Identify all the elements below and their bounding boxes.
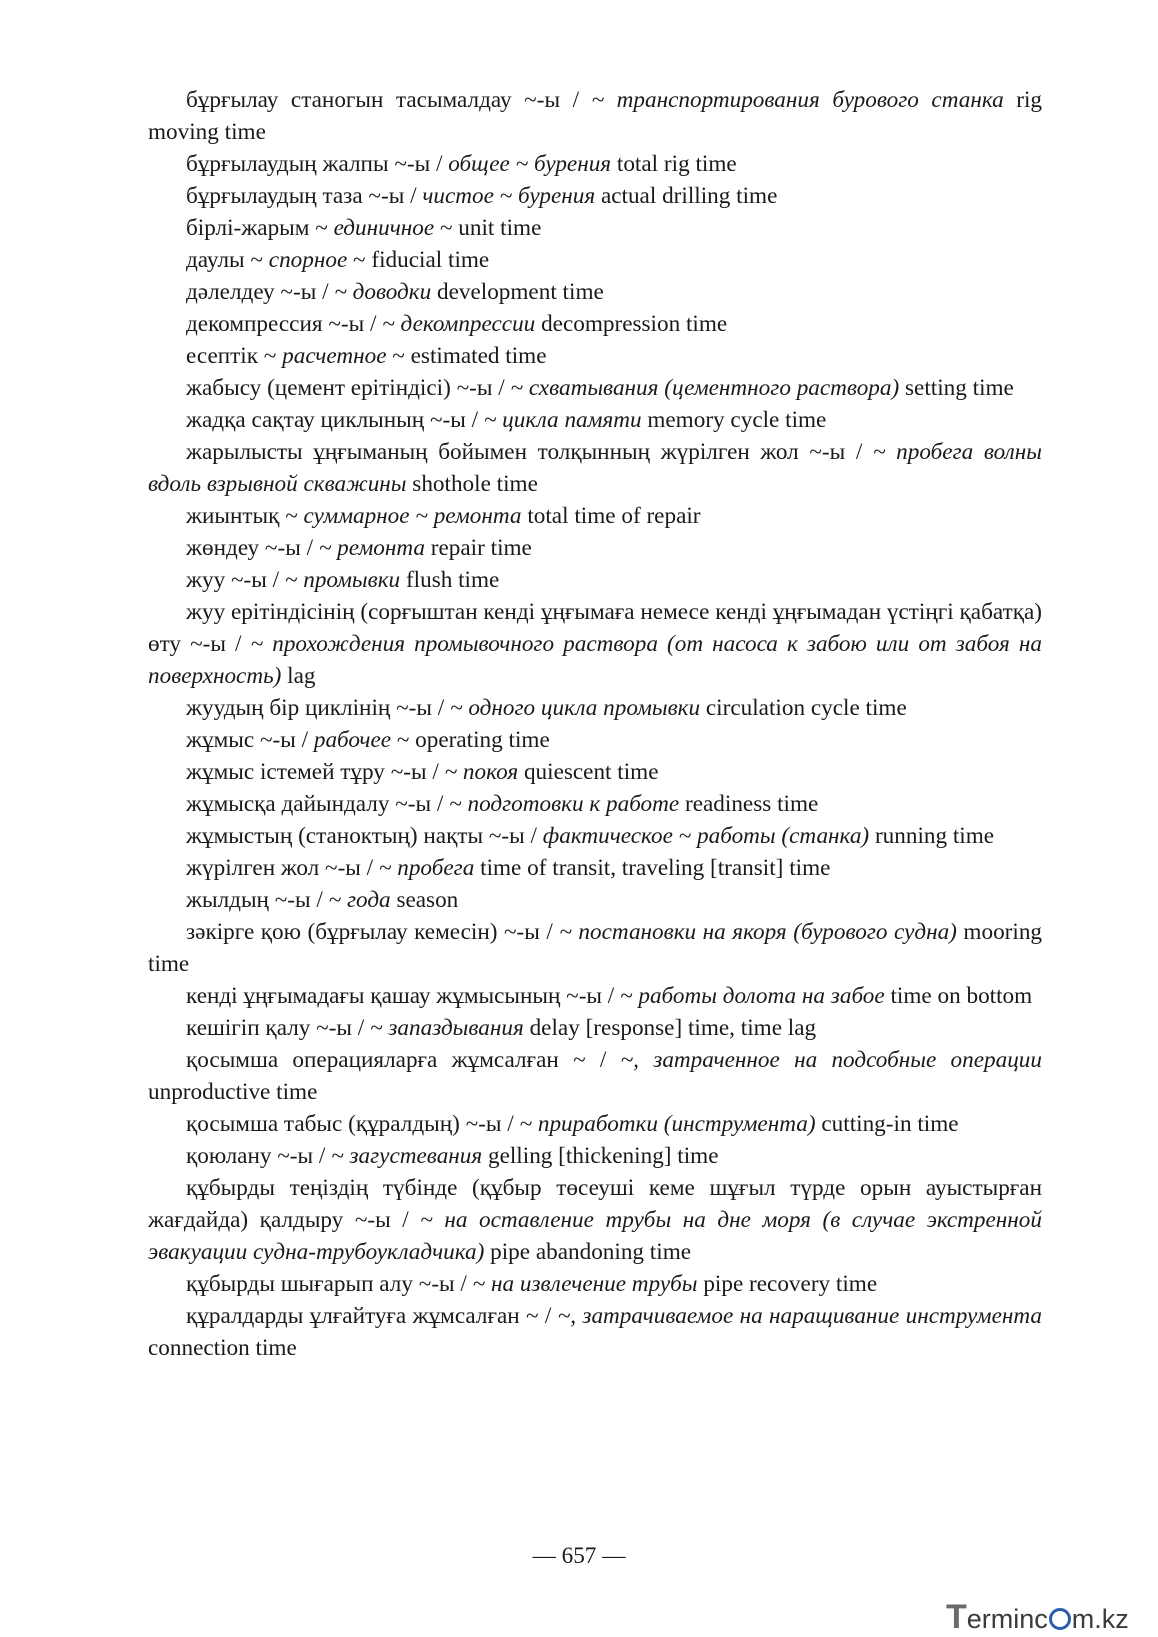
entry-text-segment: ~ operating time (391, 727, 550, 753)
entry-text-segment: бұрғылау станогын тасымалдау ~-ы / (186, 87, 592, 113)
dictionary-entry (148, 596, 1042, 692)
dictionary-entry (148, 404, 1042, 436)
entry-russian-term: чистое ~ бурения (422, 183, 596, 209)
entry-text-segment: memory cycle time (641, 407, 827, 433)
dictionary-entry (148, 564, 1042, 596)
dictionary-entry (148, 724, 1042, 756)
entry-text-segment: кешігіп қалу ~-ы / (186, 1015, 371, 1041)
entry-text-segment: repair time (424, 535, 532, 561)
entry-text-segment: time on bottom (884, 983, 1033, 1009)
dictionary-entry (148, 84, 1042, 148)
entry-russian-term: ~ одного цикла промывки (450, 695, 701, 721)
entry-russian-term: ~ запаздывания (370, 1015, 524, 1041)
entry-russian-term: ~ промывки (284, 567, 401, 593)
entry-russian-term: ~ приработки (инструмента) (519, 1111, 816, 1137)
entry-russian-term: ~ пробега (378, 855, 475, 881)
entry-text-segment: pipe abandoning time (484, 1239, 692, 1265)
entry-text-segment: қосымша табыс (құралдың) ~-ы / (186, 1111, 520, 1137)
entry-text-segment: жуудың бір циклінің ~-ы / (186, 695, 450, 721)
dictionary-entry (148, 756, 1042, 788)
entry-russian-term: ~ декомпрессии (382, 311, 536, 337)
page-number: — 657 — (532, 1543, 626, 1569)
dictionary-entry (148, 1140, 1042, 1172)
entry-text-segment: time of transit, traveling [transit] time (474, 855, 831, 881)
entry-text-segment: total time of repair (521, 503, 701, 529)
dictionary-entry (148, 372, 1042, 404)
entry-text-segment: rig moving time (148, 87, 1042, 145)
dictionary-entry (148, 852, 1042, 884)
entry-russian-term: ~ постановки на якоря (бурового судна) (559, 919, 957, 945)
entry-russian-term: ~ прохождения промывочного раствора (от насоса к забою или от забоя на поверхность) (148, 631, 1043, 689)
entry-text-segment: season (390, 887, 459, 913)
dictionary-entry (148, 1268, 1042, 1300)
dictionary-entry (148, 532, 1042, 564)
entry-text-segment: зәкірге қою (бұрғылау кемесін) ~-ы / (186, 919, 560, 945)
entry-russian-term: ~ работы долота на забое (620, 983, 885, 1009)
entry-russian-term: спорное (268, 247, 348, 273)
entry-text-segment: actual drilling time (595, 183, 778, 209)
dictionary-entry (148, 180, 1042, 212)
entry-text-segment: жұмыс істемей тұру ~-ы / (186, 759, 445, 785)
entry-text-segment: unproductive time (148, 1079, 318, 1105)
dictionary-entry (148, 1012, 1042, 1044)
entry-text-segment: жуу ~-ы / (186, 567, 285, 593)
entry-russian-term: фактическое ~ работы (станка) (542, 823, 870, 849)
dictionary-entries (148, 84, 1042, 1364)
dictionary-entry (148, 244, 1042, 276)
entry-text-segment: setting time (899, 375, 1014, 401)
entry-russian-term: расчетное (282, 343, 387, 369)
entry-text-segment: lag (281, 663, 316, 689)
entry-text-segment: жылдың ~-ы / (186, 887, 329, 913)
entry-russian-term: ~, затраченное на подсобные операции (620, 1047, 1042, 1073)
entry-text-segment: бұрғылаудың таза ~-ы / (186, 183, 423, 209)
entry-text-segment: total rig time (611, 151, 737, 177)
logo-letter-t: T (946, 1598, 967, 1636)
dictionary-entry (148, 884, 1042, 916)
entry-russian-term: ~ ремонта (318, 535, 425, 561)
dictionary-entry (148, 340, 1042, 372)
entry-text-segment: жуу ерітіндісінің (сорғыштан кенді ұңғымаға немесе кенді ұңғымадан үстіңгі қабатқа) өту ~-ы / (148, 599, 1042, 657)
entry-text-segment: жарылысты ұңғыманың бойымен толқынның жүрілген жол ~-ы / (186, 439, 873, 465)
entry-text-segment: circulation cycle time (700, 695, 907, 721)
entry-text-segment: жабысу (цемент ерітіндісі) ~-ы / (186, 375, 511, 401)
entry-russian-term: ~ подготовки к работе (449, 791, 680, 817)
entry-text-segment: cutting-in time (815, 1111, 959, 1137)
entry-russian-term: ~ на оставление трубы на дне моря (в случае экстренной эвакуации судна-трубоукладчика) (148, 1207, 1042, 1265)
entry-text-segment: ~ unit time (434, 215, 542, 241)
entry-text-segment: connection time (148, 1335, 297, 1361)
entry-russian-term: суммарное ~ ремонта (303, 503, 522, 529)
entry-russian-term: ~, затрачиваемое на наращивание инструмента (557, 1303, 1042, 1329)
entry-russian-term: ~ транспортирования бурового станка (591, 87, 1004, 113)
entry-russian-term: рабочее (313, 727, 392, 753)
entry-text-segment: flush time (400, 567, 500, 593)
dictionary-entry (148, 1172, 1042, 1268)
entry-text-segment: жұмыстың (станоктың) нақты ~-ы / (186, 823, 543, 849)
entry-text-segment: жадқа сақтау циклының ~-ы / (186, 407, 484, 433)
entry-text-segment: құбырды шығарып алу ~-ы / (186, 1271, 473, 1297)
dictionary-entry (148, 692, 1042, 724)
entry-russian-term: ~ покоя (444, 759, 519, 785)
dictionary-entry (148, 212, 1042, 244)
entry-text-segment: бұрғылаудың жалпы ~-ы / (186, 151, 449, 177)
dictionary-entry (148, 788, 1042, 820)
logo-text-middle: erminc (966, 1604, 1048, 1634)
entry-russian-term: ~ пробега волны вдоль взрывной скважины (148, 439, 1042, 497)
entry-text-segment: running time (869, 823, 995, 849)
entry-text-segment: ~ estimated time (386, 343, 547, 369)
entry-text-segment: кенді ұңғымадағы қашау жұмысының ~-ы / (186, 983, 621, 1009)
entry-text-segment: бірлі-жарым ~ (186, 215, 334, 241)
entry-text-segment: delay [response] time, time lag (523, 1015, 817, 1041)
entry-text-segment: mooring time (148, 919, 1043, 977)
entry-text-segment: ~ fiducial time (347, 247, 490, 273)
entry-text-segment: құбырды теңіздің түбінде (құбыр төсеуші кеме шұғыл түрде орын ауыстырған жағдайда) қалдыру ~-ы / (148, 1175, 1042, 1233)
entry-text-segment: pipe recovery time (697, 1271, 878, 1297)
entry-text-segment: қосымша операцияларға жұмсалған ~ / (186, 1047, 621, 1073)
entry-russian-term: ~ доводки (334, 279, 432, 305)
entry-text-segment: декомпрессия ~-ы / (186, 311, 383, 337)
entry-text-segment: gelling [thickening] time (482, 1143, 719, 1169)
entry-russian-term: ~ цикла памяти (483, 407, 642, 433)
dictionary-entry (148, 500, 1042, 532)
dictionary-entry (148, 1044, 1042, 1108)
dictionary-entry (148, 980, 1042, 1012)
entry-russian-term: ~ загустевания (331, 1143, 483, 1169)
entry-russian-term: ~ года (328, 887, 391, 913)
dictionary-entry (148, 148, 1042, 180)
entry-russian-term: ~ схватывания (цементного раствора) (510, 375, 900, 401)
entry-text-segment: құралдарды ұлғайтуға жұмсалған ~ / (186, 1303, 558, 1329)
entry-text-segment: жүрілген жол ~-ы / (186, 855, 379, 881)
termincom-logo (946, 1599, 1154, 1635)
entry-text-segment: decompression time (535, 311, 728, 337)
entry-text-segment: қоюлану ~-ы / (186, 1143, 332, 1169)
dictionary-entry (148, 820, 1042, 852)
entry-text-segment: readiness time (679, 791, 819, 817)
entry-russian-term: ~ на извлечение трубы (472, 1271, 698, 1297)
entry-russian-term: единичное (333, 215, 435, 241)
dictionary-entry (148, 436, 1042, 500)
entry-text-segment: quiescent time (518, 759, 659, 785)
logo-ring-icon (1049, 1608, 1071, 1630)
entry-text-segment: даулы ~ (186, 247, 269, 273)
entry-russian-term: общее ~ бурения (448, 151, 612, 177)
entry-text-segment: жиынтық ~ (186, 503, 304, 529)
entry-text-segment: есептік ~ (186, 343, 283, 369)
entry-text-segment: дәлелдеу ~-ы / (186, 279, 335, 305)
entry-text-segment: development time (431, 279, 604, 305)
dictionary-entry (148, 308, 1042, 340)
dictionary-entry (148, 276, 1042, 308)
entry-text-segment: жөндеу ~-ы / (186, 535, 319, 561)
logo-text-suffix: m.kz (1071, 1604, 1129, 1634)
entry-text-segment: shothole time (406, 471, 538, 497)
entry-text-segment: жұмысқа дайындалу ~-ы / (186, 791, 450, 817)
entry-text-segment: жұмыс ~-ы / (186, 727, 314, 753)
dictionary-entry (148, 1300, 1042, 1364)
dictionary-entry (148, 916, 1042, 980)
dictionary-entry (148, 1108, 1042, 1140)
